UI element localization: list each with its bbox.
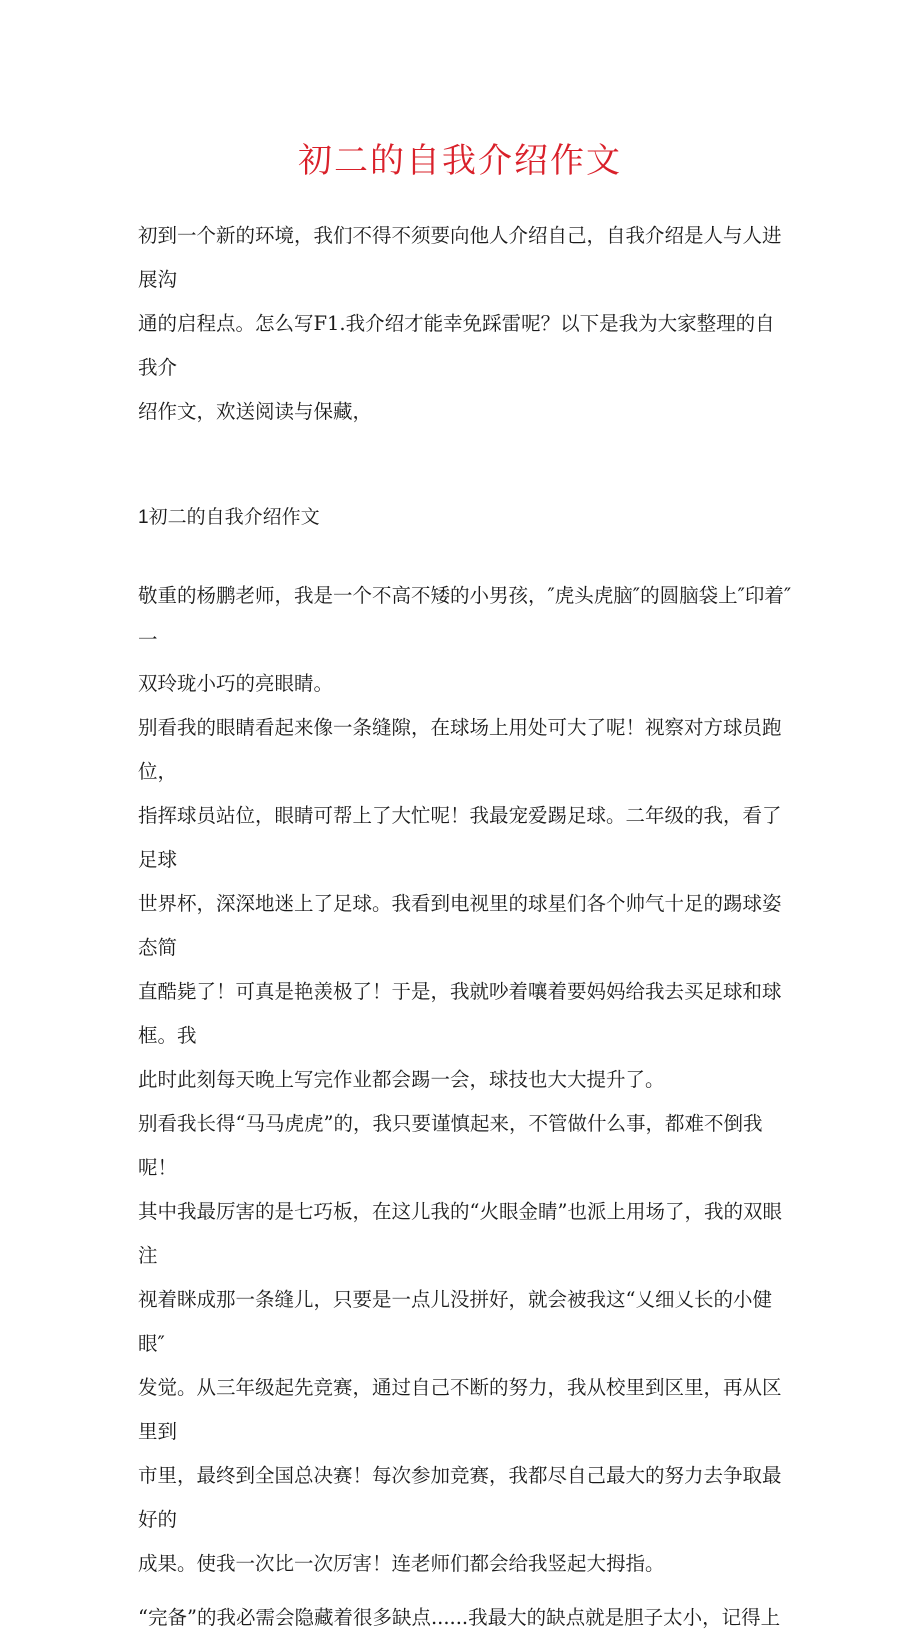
paragraph-line: 双玲珑小巧的亮眼睛。 [138, 672, 334, 695]
paragraph-line: 发觉。从三年级起先竞赛，通过自己不断的努力，我从校里到区里，再从区里到 [138, 1376, 782, 1443]
paragraph-line: 敬重的杨鹏老师，我是一个不高不矮的小男孩，″虎头虎脑″的圆脑袋上″印着″一 [138, 584, 792, 651]
paragraph-line: 世界杯，深深地迷上了足球。我看到电视里的球星们各个帅气十足的踢球姿态简 [138, 892, 782, 959]
paragraph-line: 指挥球员站位，眼睛可帮上了大忙呢！我最宠爱踢足球。二年级的我，看了足球 [138, 804, 782, 871]
paragraph-line: 别看我长得“马马虎虎”的，我只要谨慎起来，不管做什么事，都难不倒我呢！ [138, 1112, 763, 1179]
paragraph-line: “完备”的我必需会隐藏着很多缺点......我最大的缺点就是胆子太小，记得上 [138, 1606, 781, 1629]
paragraph-line: 视着眯成那一条缝儿，只要是一点儿没拼好，就会被我这“乂细乂长的小健眼″ [138, 1288, 772, 1355]
body-paragraph-1 [138, 574, 792, 706]
intro-line: 初到一个新的环境，我们不得不须要向他人介绍自己，自我介绍是人与人进展沟 [138, 224, 782, 291]
document-title: 初二的自我介绍作文 [298, 141, 622, 181]
intro-line: 绍作文，欢送阅读与保藏， [138, 400, 373, 423]
paragraph-line: 别看我的眼睛看起来像一条缝隙，在球场上用处可大了呢！视察对方球员跑位， [138, 716, 782, 783]
document-body [138, 214, 792, 1640]
body-paragraph-2 [138, 706, 792, 1102]
paragraph-line: 直酷毙了！可真是艳羡极了！于是，我就吵着嚷着要妈妈给我去买足球和球框。我 [138, 980, 782, 1047]
paragraph-line: 此时此刻每天晚上写完作业都会踢一会，球技也大大提升了。 [138, 1068, 665, 1091]
body-paragraph-3 [138, 1102, 792, 1586]
intro-paragraph [138, 214, 792, 434]
paragraph-line: 市里，最终到全国总决赛！每次参加竞赛，我都尽自己最大的努力去争取最好的 [138, 1464, 782, 1531]
paragraph-line: 其中我最厉害的是七巧板，在这儿我的“火眼金睛”也派上用场了，我的双眼注 [138, 1200, 782, 1267]
body-paragraph-4 [138, 1596, 792, 1640]
section-heading: 1初二的自我介绍作文 [138, 507, 320, 528]
paragraph-line: 成果。使我一次比一次厉害！连老师们都会给我竖起大拇指。 [138, 1552, 665, 1575]
intro-line: 通的启程点。怎么写F1.我介绍才能幸免踩雷呢？以下是我为大家整理的自我介 [138, 312, 775, 379]
